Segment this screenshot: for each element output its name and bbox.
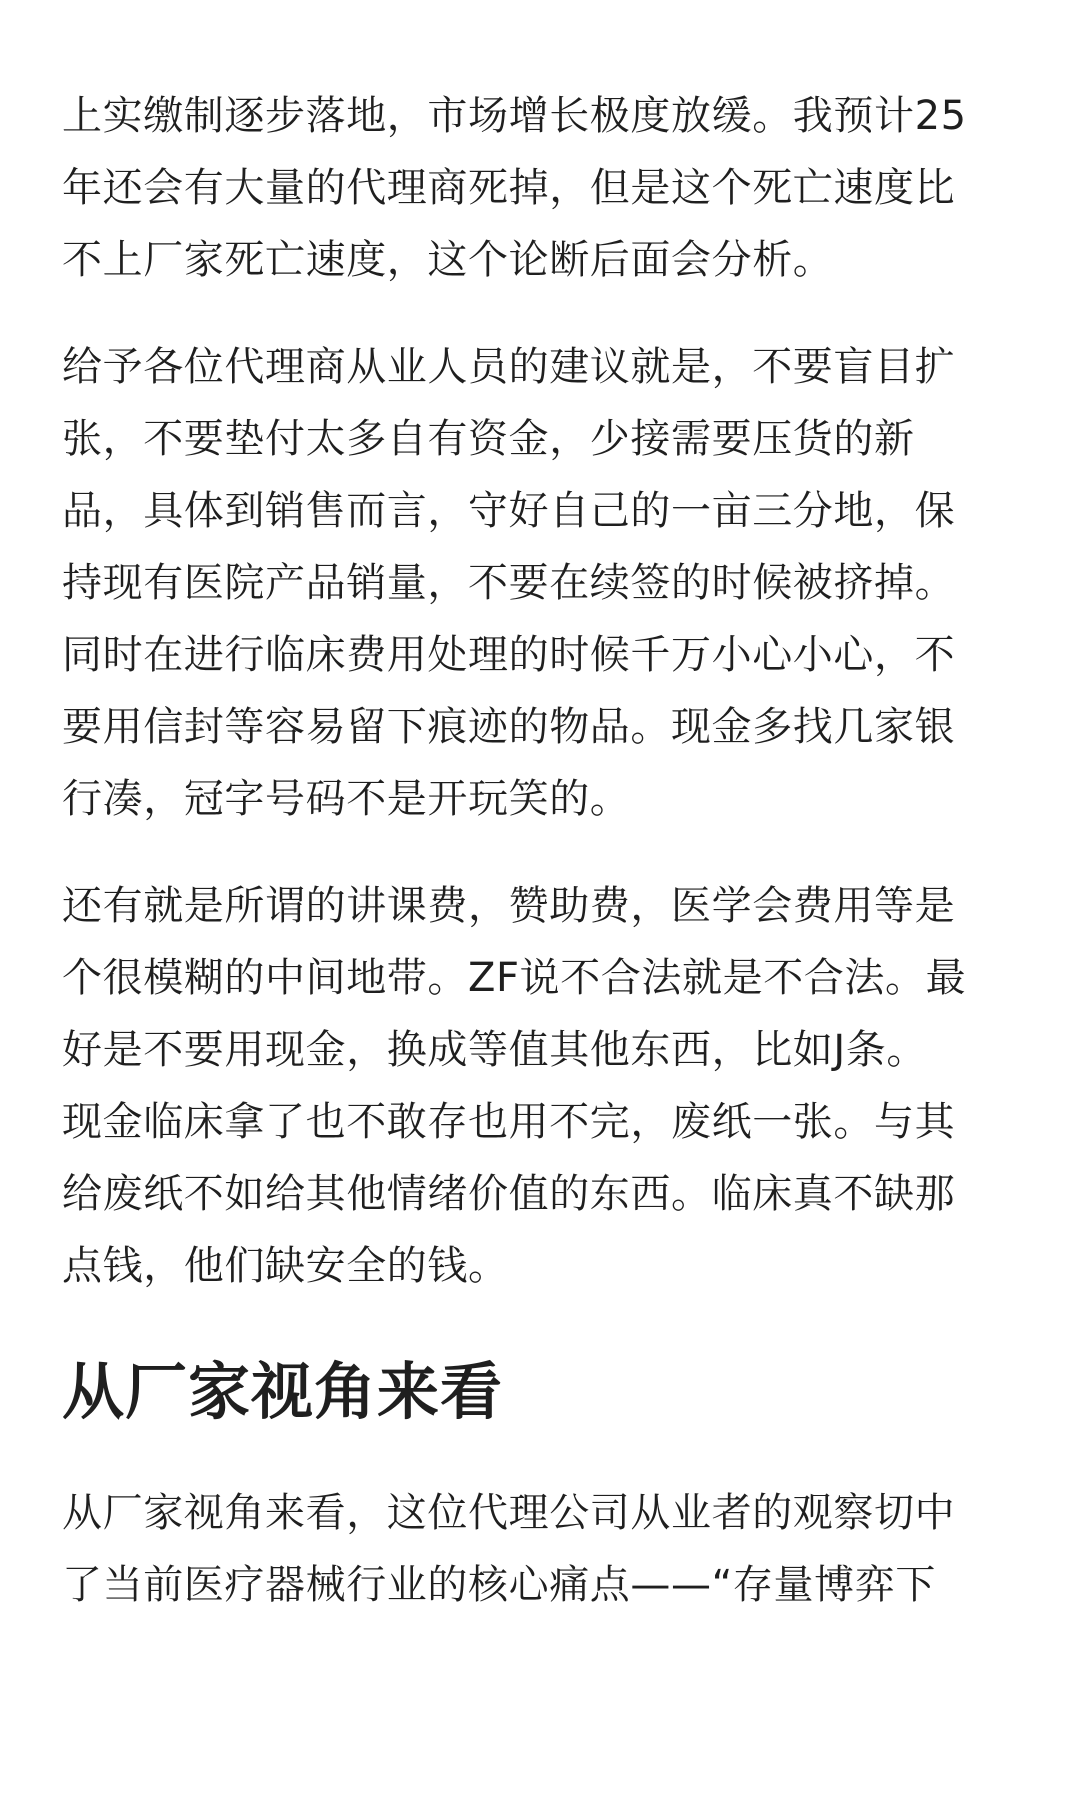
paragraph-line: 持现有医院产品销量，不要在续签的时候被挤掉。 <box>62 560 956 606</box>
paragraph-gap <box>62 296 1018 331</box>
paragraph-gap <box>62 835 1018 870</box>
section-heading: 从厂家视角来看 <box>62 1355 504 1428</box>
paragraph-line: 现金临床拿了也不敢存也用不完，废纸一张。与其 <box>62 1099 956 1145</box>
paragraph-line: 还有就是所谓的讲课费，赞助费，医学会费用等是 <box>62 883 956 929</box>
paragraph-line: 行凑，冠字号码不是开玩笑的。 <box>62 776 631 822</box>
paragraph-line: 要用信封等容易留下痕迹的物品。现金多找几家银 <box>62 704 956 750</box>
paragraph-line: 上实缴制逐步落地，市场增长极度放缓。我预计25 <box>62 93 967 139</box>
paragraph-4 <box>62 1477 1018 1621</box>
paragraph-line: 给废纸不如给其他情绪价值的东西。临床真不缺那 <box>62 1171 956 1217</box>
paragraph-1 <box>62 80 1018 296</box>
paragraph-line: 了当前医疗器械行业的核心痛点——“存量博弈下 <box>62 1562 936 1608</box>
paragraph-line: 给予各位代理商从业人员的建议就是，不要盲目扩 <box>62 344 956 390</box>
paragraph-line: 个很模糊的中间地带。ZF说不合法就是不合法。最 <box>62 955 967 1001</box>
paragraph-line: 不上厂家死亡速度，这个论断后面会分析。 <box>62 237 834 283</box>
paragraph-line: 好是不要用现金，换成等值其他东西，比如J条。 <box>62 1027 927 1073</box>
paragraph-line: 张，不要垫付太多自有资金，少接需要压货的新 <box>62 416 915 462</box>
paragraph-line: 同时在进行临床费用处理的时候千万小心小心，不 <box>62 632 956 678</box>
paragraph-line: 品，具体到销售而言，守好自己的一亩三分地，保 <box>62 488 956 534</box>
paragraph-line: 点钱，他们缺安全的钱。 <box>62 1243 509 1289</box>
paragraph-line: 年还会有大量的代理商死掉，但是这个死亡速度比 <box>62 165 956 211</box>
paragraph-line: 从厂家视角来看，这位代理公司从业者的观察切中 <box>62 1490 956 1536</box>
paragraph-2 <box>62 331 1018 835</box>
paragraph-3 <box>62 870 1018 1302</box>
